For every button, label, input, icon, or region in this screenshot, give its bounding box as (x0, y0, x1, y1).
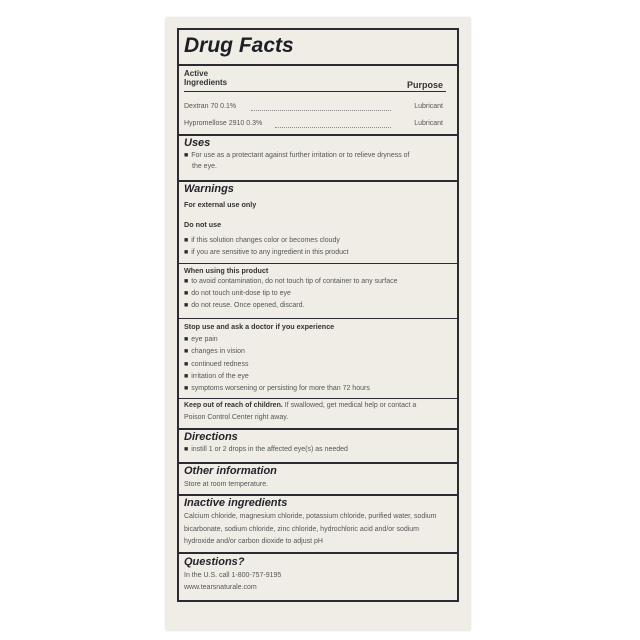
keep-out-bold: Keep out of reach of children. (184, 402, 283, 409)
active-heading-2: Ingredients (184, 78, 228, 87)
active-subdivider (184, 91, 446, 92)
stop-use-item: ■ continued redness (184, 361, 248, 368)
drug-facts-panel (177, 28, 459, 602)
active-row-2-name: Hypromellose 2910 0.3% (184, 120, 263, 127)
inactive-line-1: Calcium chloride, magnesium chloride, potassium chloride, purified water, sodium (184, 513, 437, 520)
do-not-use-heading: Do not use (184, 220, 222, 229)
keep-out-rest: If swallowed, get medical help or contact a (284, 402, 417, 409)
questions-website: www.tearsnaturale.com (184, 584, 257, 591)
active-row-2-purpose: Lubricant (414, 120, 443, 127)
when-using-item: ■ do not reuse. Once opened, discard. (184, 302, 304, 309)
when-using-heading: When using this product (184, 266, 269, 275)
section-divider (179, 494, 457, 496)
subsection-divider (179, 398, 457, 399)
purpose-heading: Purpose (406, 80, 443, 90)
inactive-line-3: hydroxide and/or carbon dioxide to adjust pH (184, 538, 323, 545)
title-divider (179, 64, 457, 66)
other-info-text: Store at room temperature. (184, 481, 269, 488)
stop-use-item: ■ symptoms worsening or persisting for more than 72 hours (184, 385, 370, 392)
stop-use-item: ■ changes in vision (184, 348, 245, 355)
keep-out-line-2: Poison Control Center right away. (184, 414, 289, 421)
inactive-line-2: bicarbonate, sodium chloride, zinc chloride, hydrochloric acid and/or sodium (184, 526, 420, 533)
uses-heading: Uses (184, 137, 211, 149)
subsection-divider (179, 318, 457, 319)
drug-facts-title: Drug Facts (184, 34, 294, 57)
directions-heading: Directions (184, 431, 238, 443)
inactive-heading: Inactive ingredients (184, 497, 288, 509)
do-not-use-item: ■ if you are sensitive to any ingredient in this product (184, 249, 348, 256)
section-divider (179, 428, 457, 430)
leader-dots (251, 110, 391, 111)
do-not-use-item: ■ if this solution changes color or becomes cloudy (184, 237, 340, 244)
stop-use-item: ■ eye pain (184, 336, 218, 343)
subsection-divider (179, 263, 457, 264)
uses-line-2: the eye. (192, 163, 217, 170)
stop-use-heading: Stop use and ask a doctor if you experience (184, 322, 335, 331)
stop-use-item: ■ irritation of the eye (184, 373, 249, 380)
section-divider (179, 552, 457, 554)
warnings-heading: Warnings (184, 183, 234, 195)
active-heading-1: Active (184, 69, 209, 78)
when-using-item: ■ do not touch unit-dose tip to eye (184, 290, 291, 297)
active-row-1-name: Dextran 70 0.1% (184, 103, 237, 110)
questions-phone: In the U.S. call 1-800-757-9195 (184, 572, 282, 579)
questions-heading: Questions? (184, 556, 245, 568)
external-use-text: For external use only (184, 200, 257, 209)
keep-out-line-1 (184, 402, 416, 409)
section-divider (179, 134, 457, 136)
directions-item: ■ instill 1 or 2 drops in the affected eye(s) as needed (184, 446, 348, 453)
active-row-1-purpose: Lubricant (414, 103, 443, 110)
uses-line-1: ■ For use as a protectant against further irritation or to relieve dryness of (184, 152, 410, 159)
when-using-item: ■ to avoid contamination, do not touch tip of container to any surface (184, 278, 397, 285)
section-divider (179, 180, 457, 182)
other-info-heading: Other information (184, 465, 277, 477)
section-divider (179, 462, 457, 464)
leader-dots (275, 127, 391, 128)
